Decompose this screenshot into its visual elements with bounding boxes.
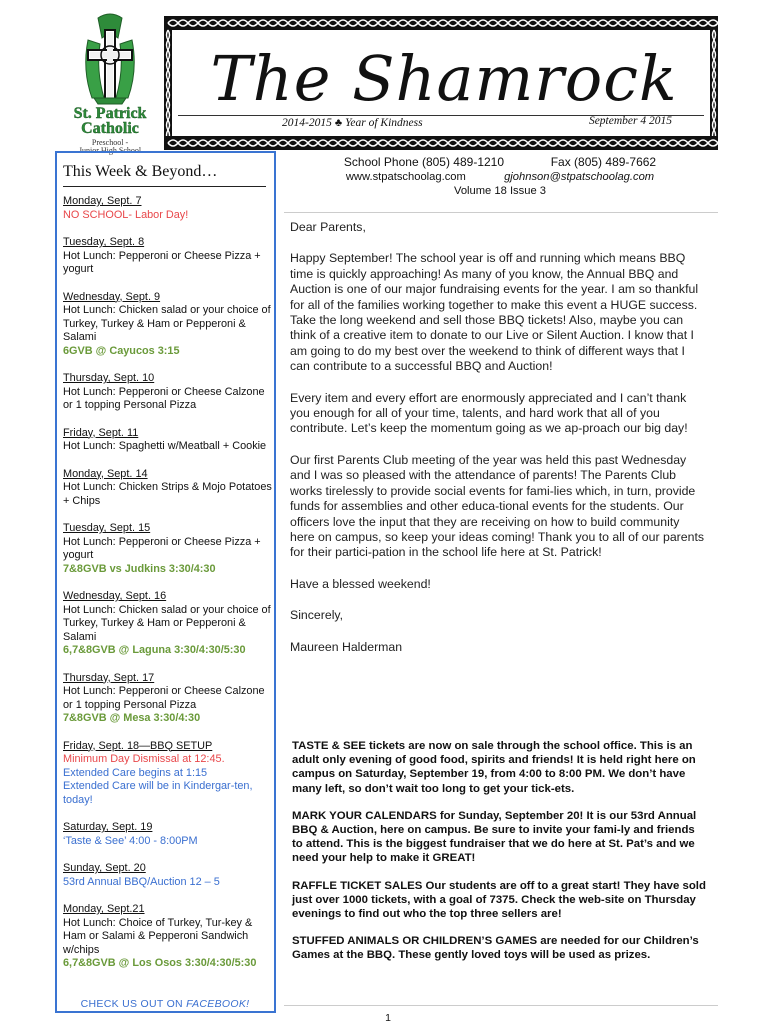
celtic-border-top xyxy=(164,16,718,30)
event-date: Friday, Sept. 18—BBQ SETUP xyxy=(63,739,213,752)
volume-issue: Volume 18 Issue 3 xyxy=(453,185,547,197)
event-date: Tuesday, Sept. 15 xyxy=(63,522,151,534)
event-item xyxy=(63,291,273,359)
event-date: Wednesday, Sept. 16 xyxy=(63,590,167,602)
event-detail: Extended Care will be in Kindergar-ten, today! xyxy=(63,780,253,806)
event-item xyxy=(63,372,273,413)
event-detail: 6GVB @ Cayucos 3:15 xyxy=(63,344,180,357)
school-phone: School Phone (805) 489-1210 xyxy=(343,155,505,169)
event-detail: Hot Lunch: Pepperoni or Cheese Calzone or 1 topping Personal Pizza xyxy=(63,685,265,711)
event-detail: Hot Lunch: Chicken Strips & Mojo Potatoes + Chips xyxy=(63,481,272,507)
cross-crest-icon xyxy=(58,10,162,106)
school-year: 2014-2015 xyxy=(282,117,332,129)
sidebar-title-rule xyxy=(63,186,266,187)
event-date: Monday, Sept. 7 xyxy=(63,195,142,207)
announcements xyxy=(292,739,708,976)
event-item xyxy=(63,740,273,808)
event-item xyxy=(63,590,273,658)
event-date: Monday, Sept. 14 xyxy=(63,467,148,480)
school-website[interactable]: www.stpatschoolag.com xyxy=(345,170,466,183)
school-year-theme xyxy=(282,117,423,129)
event-date: Monday, Sept.21 xyxy=(63,903,145,915)
page-number: 1 xyxy=(385,1012,391,1024)
letter-signature: Maureen Halderman xyxy=(290,639,403,654)
celtic-border-bottom xyxy=(164,136,718,150)
event-detail: 53rd Annual BBQ/Auction 12 – 5 xyxy=(63,875,220,888)
event-detail: 7&8GVB vs Judkins 3:30/4:30 xyxy=(63,562,216,575)
event-date: Friday, Sept. 11 xyxy=(63,426,139,439)
event-date: Saturday, Sept. 19 xyxy=(63,821,153,833)
logo-school-levels: Preschool - Junior High School xyxy=(78,138,142,155)
contact-info xyxy=(282,155,718,199)
announcement-item: MARK YOUR CALENDARS for Sunday, September 20! It is our 53rd Annual BBQ & Auction, here on campus. Be sure to invite your fami-ly and friends to attend. This is the biggest fundraiser that we do here at St. Pat’s and we need your help to make it GREAT! xyxy=(292,809,697,865)
school-logo xyxy=(58,10,162,155)
phone-fax-row xyxy=(282,155,718,170)
celtic-border-left xyxy=(164,28,172,138)
letter-paragraph: Have a blessed weekend! xyxy=(290,576,431,591)
event-detail: Minimum Day Dismissal at 12:45. xyxy=(63,753,225,765)
event-detail: Hot Lunch: Choice of Turkey, Tur-key & Ham or Salami & Pepperoni Sandwich w/chips xyxy=(63,916,253,956)
newsletter-title: The Shamrock xyxy=(210,42,678,115)
letter-paragraph: Our first Parents Club meeting of the year was held this past Wednesday and I was so pleased with the attendance of parents! The Parents Club works tirelessly to provide social events for fami-lies which, in turn, provide funds for assemblies and other educa-tional events for the students. Our officers love the input that they are receiving on how to build community here on campus, so keep your ideas coming! Thank you to all of our parents for their partici-pation in the school life here at St. Patrick! xyxy=(290,452,705,560)
event-detail: Extended Care begins at 1:15 xyxy=(63,766,208,779)
announcement-item: RAFFLE TICKET SALES Our students are off to a great start! They have sold just over 1000 tickets, with a goal of 7375. Check the web-site on Thursday evenings to find out who the top three sellers are! xyxy=(292,879,706,921)
event-detail: Hot Lunch: Chicken salad or your choice of Turkey, Turkey & Ham or Pepperoni & Salami xyxy=(63,603,271,643)
letter-paragraph: Happy September! The school year is off and running which means BBQ time is quickly approaching! As many of you know, the Annual BBQ and Auction is one of our major fundraising events for the year. I am so thankful for all of the families working together to make this event a HUGE success. Take the long weekend and sell those BBQ tickets! Also, maybe you can think of a creative item to donate to our Live or Silent Auction. I know that I am going to do my best over the weekend to think of different ways that I can contribute to a successful BBQ and Auction! xyxy=(290,251,699,374)
event-detail: 6,7&8GVB @ Los Osos 3:30/4:30/5:30 xyxy=(63,957,257,969)
principal-letter xyxy=(290,220,705,671)
event-detail: 6,7&8GVB @ Laguna 3:30/4:30/5:30 xyxy=(63,644,246,656)
year-theme: Year of Kindness xyxy=(345,117,423,129)
letter-salutation: Dear Parents, xyxy=(290,220,366,234)
celtic-border-right xyxy=(710,28,718,138)
event-item xyxy=(63,672,273,726)
event-list xyxy=(63,195,273,985)
clover-icon: ♣ xyxy=(334,117,343,129)
event-item xyxy=(63,903,273,971)
facebook-link-prefix: CHECK US OUT ON xyxy=(80,998,187,1010)
event-date: Wednesday, Sept. 9 xyxy=(63,290,161,303)
event-item xyxy=(63,236,273,277)
event-detail: NO SCHOOL- Labor Day! xyxy=(63,208,189,221)
event-item xyxy=(63,468,273,509)
event-date: Thursday, Sept. 17 xyxy=(63,671,155,684)
event-item xyxy=(63,821,273,848)
event-item xyxy=(63,862,273,889)
event-date: Thursday, Sept. 10 xyxy=(63,372,155,384)
event-detail: ‘Taste & See’ 4:00 - 8:00PM xyxy=(63,834,198,847)
letter-paragraph: Sincerely, xyxy=(290,608,344,623)
event-item xyxy=(63,522,273,576)
announcement-item: STUFFED ANIMALS OR CHILDREN’S GAMES are needed for our Children’s Games at the BBQ. These gently loved toys will be used as prizes. xyxy=(292,935,699,962)
school-fax: Fax (805) 489-7662 xyxy=(550,155,657,169)
issue-date: September 4 2015 xyxy=(588,115,672,127)
event-item xyxy=(63,195,273,222)
masthead xyxy=(164,16,718,150)
event-item xyxy=(63,427,273,454)
announcement-item: TASTE & SEE tickets are now on sale through the school office. This is an adult only evening of good food, spirits and friends! It is held right here on campus on Saturday, September 19, from 4:00 to 8:00 PM. We don’t have many left, so don’t wait too long to get your tick-ets. xyxy=(292,740,696,795)
web-email-row xyxy=(282,170,718,185)
facebook-link[interactable] xyxy=(57,998,273,1010)
event-detail: Hot Lunch: Pepperoni or Cheese Pizza + yogurt xyxy=(63,535,261,561)
event-date: Sunday, Sept. 20 xyxy=(63,862,146,874)
letter-paragraph: Every item and every effort are enormously appreciated and I can’t thank you enough for all of your time, talents, and hard work that all of you contribute. Let’s keep the momentum going as we ap-proach our big day! xyxy=(290,390,688,436)
calendar-sidebar xyxy=(55,151,276,1013)
logo-school-name: St. Patrick Catholic xyxy=(73,105,147,137)
page-footer-rule xyxy=(284,1005,718,1006)
event-detail: Hot Lunch: Spaghetti w/Meatball + Cookie xyxy=(63,440,267,452)
sidebar-title: This Week & Beyond… xyxy=(63,163,218,180)
event-detail: Hot Lunch: Chicken salad or your choice of Turkey, Turkey & Ham or Pepperoni & Salami xyxy=(63,304,271,343)
event-detail: Hot Lunch: Pepperoni or Cheese Pizza + yogurt xyxy=(63,249,261,275)
event-detail: Hot Lunch: Pepperoni or Cheese Calzone or 1 topping Personal Pizza xyxy=(63,385,265,411)
event-date: Tuesday, Sept. 8 xyxy=(63,236,145,248)
event-detail: 7&8GVB @ Mesa 3:30/4:30 xyxy=(63,712,201,724)
facebook-link-label: FACEBOOK! xyxy=(186,998,250,1010)
school-email[interactable]: gjohnson@stpatschoolag.com xyxy=(504,170,655,183)
letter-top-rule xyxy=(284,212,718,213)
